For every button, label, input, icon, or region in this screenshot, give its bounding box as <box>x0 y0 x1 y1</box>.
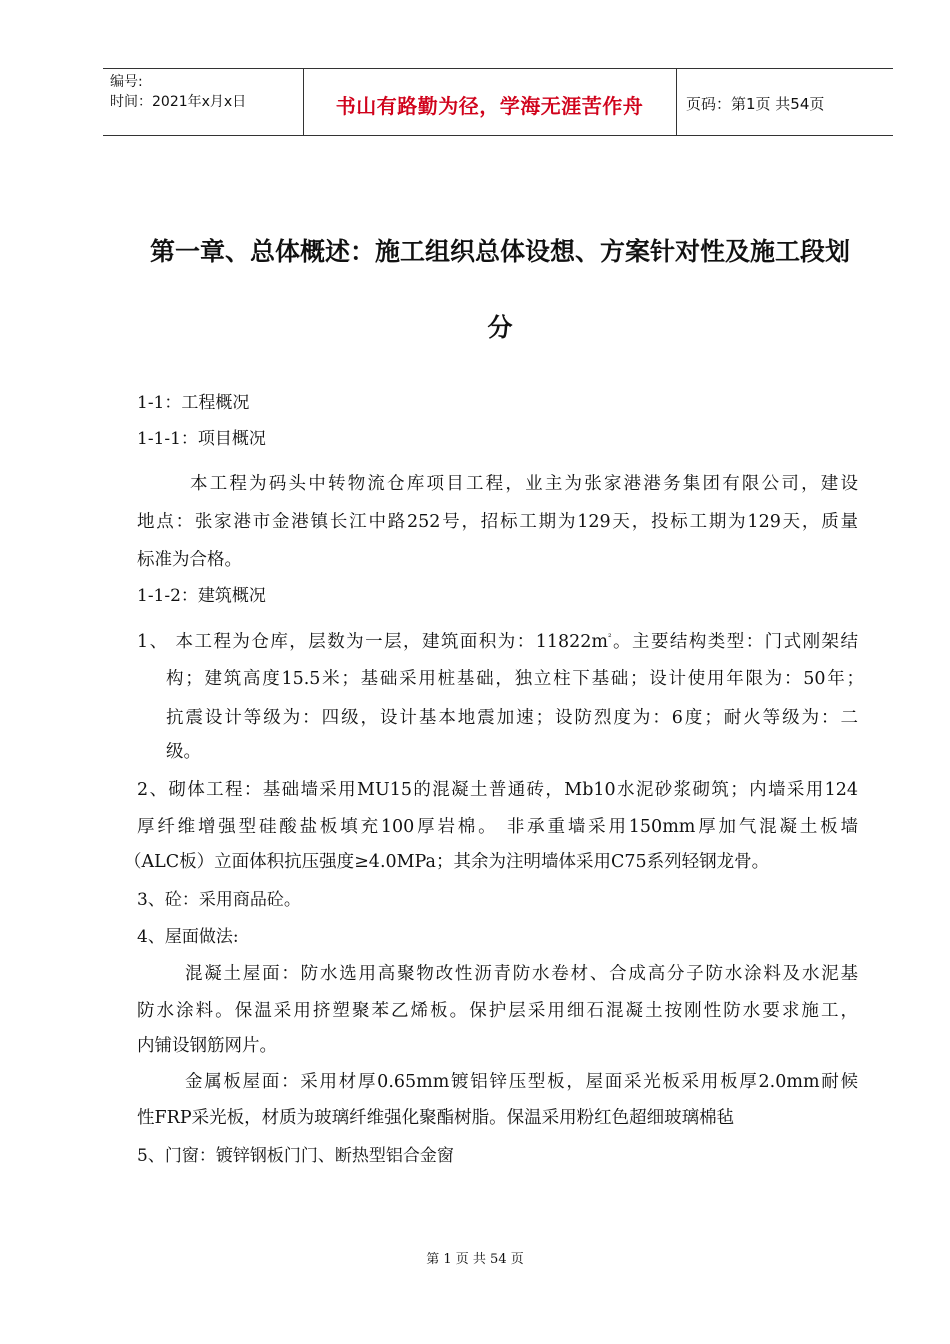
concrete-roof-line-3: 内铺设钢筋网片。 <box>137 1036 277 1056</box>
header-number-label: 编号: <box>110 74 143 90</box>
item-2-line-2: 厚纤维增强型硅酸盐板填充100厚岩棉。 非承重墙采用150mm厚加气混凝土板墙 <box>137 817 858 837</box>
section-1-1-1-heading: 1-1-1：项目概况 <box>137 429 266 449</box>
item-5: 5、门窗：镀锌钢板门门、断热型铝合金窗 <box>137 1146 454 1166</box>
item-2-line-3: （ALC板）立面体积抗压强度≥4.0MPa；其余为注明墙体采用C75系列轻钢龙骨。 <box>124 852 770 872</box>
project-overview-line-1: 本工程为码头中转物流仓库项目工程，业主为张家港港务集团有限公司，建设 <box>190 474 858 494</box>
metal-roof-line-2: 性FRP采光板，材质为玻璃纤维强化聚酯树脂。保温采用粉红色超细玻璃棉毡 <box>137 1108 735 1128</box>
header-top-rule <box>103 68 893 69</box>
item-1-line-4: 级。 <box>166 742 201 762</box>
concrete-roof-line-2: 防水涂料。保温采用挤塑聚苯乙烯板。保护层采用细石混凝土按刚性防水要求施工， <box>137 1001 858 1021</box>
concrete-roof-line-1: 混凝土屋面：防水选用高聚物改性沥青防水卷材、合成高分子防水涂料及水泥基 <box>185 964 858 984</box>
chapter-title-line-2: 分 <box>487 313 513 342</box>
item-4-heading: 4、屋面做法: <box>137 927 239 947</box>
item-2-line-1: 2、砌体工程：基础墙采用MU15的混凝土普通砖，Mb10水泥砂浆砌筑；内墙采用124 <box>137 780 858 800</box>
item-1-line-1: 1、 本工程为仓库，层数为一层，建筑面积为：$11822m^{^2}$。主要结构类型：门式刚架结 <box>137 632 858 652</box>
section-1-1-heading: 1-1：工程概况 <box>137 393 250 413</box>
header-motto: 书山有路勤为径，学海无涯苦作舟 <box>335 94 644 118</box>
item-1-line-2: 构；建筑高度15.5米；基础采用桩基础，独立柱下基础；设计使用年限为：50年； <box>166 669 864 689</box>
metal-roof-line-1: 金属板屋面：采用材厚0.65mm镀铝锌压型板，屋面采光板采用板厚2.0mm耐候 <box>185 1072 858 1092</box>
chapter-title-line-1: 第一章、总体概述：施工组织总体设想、方案针对性及施工段划 <box>149 237 850 266</box>
header-time-label: 时间：2021年x月x日 <box>110 94 247 110</box>
page-footer: 第 1 页 共 54 页 <box>426 1252 524 1267</box>
header-divider-right <box>676 68 677 135</box>
header-page-label: 页码：第1页 共54页 <box>686 95 825 113</box>
header-info <box>110 72 246 112</box>
project-overview-line-2: 地点：张家港市金港镇长江中路252号，招标工期为129天，投标工期为129天，质量 <box>137 512 858 532</box>
project-overview-line-3: 标准为合格。 <box>137 550 242 570</box>
item-1-line-3: 抗震设计等级为：四级，设计基本地震加速；设防烈度为：6度；耐火等级为：二 <box>166 708 858 728</box>
header-bottom-rule <box>103 135 893 136</box>
section-1-1-2-heading: 1-1-2：建筑概况 <box>137 586 266 606</box>
item-3: 3、砼：采用商品砼。 <box>137 890 301 910</box>
